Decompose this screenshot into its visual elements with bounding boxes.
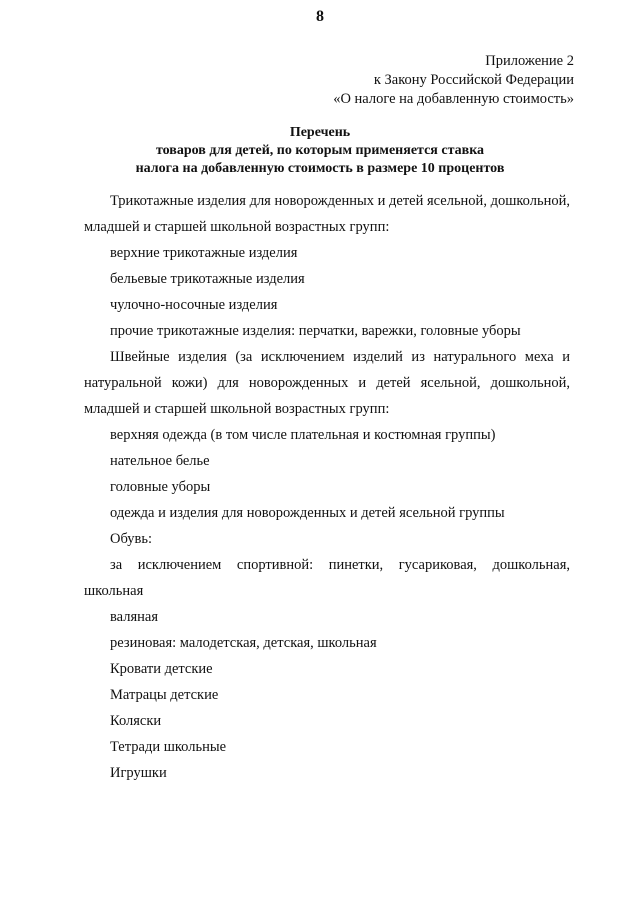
list-item: Матрацы детские [110, 687, 219, 703]
list-item: Тетради школьные [110, 739, 227, 755]
list-item: одежда и изделия для новорожденных и детей ясельной группы [110, 505, 505, 521]
list-item: бельевые трикотажные изделия [110, 271, 305, 287]
list-item: Коляски [110, 713, 162, 729]
list-item: верхние трикотажные изделия [110, 245, 298, 261]
title-line: товаров для детей, по которым применяется ставка [155, 143, 485, 158]
footwear-sport-paragraph: за исключением спортивной: пинетки, гусариковая, дошкольная, школьная [84, 557, 570, 599]
document-body [84, 188, 570, 786]
annex-line: к Закону Российской Федерации [373, 72, 574, 88]
list-item: чулочно-носочные изделия [110, 297, 278, 313]
document-title [0, 124, 640, 178]
footwear-heading: Обувь: [110, 531, 153, 547]
sewn-paragraph: Швейные изделия (за исключением изделий из натурального меха и натуральной кожи) для новорожденных и детей ясельной, дошкольной, младшей и старшей школьной возрастных групп: [84, 349, 570, 417]
list-item: верхняя одежда (в том числе плательная и костюмная группы) [110, 427, 496, 443]
title-line: Перечень [289, 125, 351, 140]
annex-line: Приложение 2 [485, 53, 574, 69]
annex-line: «О налоге на добавленную стоимость» [333, 91, 574, 107]
list-item: резиновая: малодетская, детская, школьная [110, 635, 377, 651]
title-line: налога на добавленную стоимость в размере 10 процентов [135, 161, 505, 176]
list-item: прочие трикотажные изделия: перчатки, варежки, головные уборы [110, 323, 521, 339]
knitwear-paragraph: Трикотажные изделия для новорожденных и детей ясельной, дошкольной, младшей и старшей школьной возрастных групп: [84, 193, 570, 235]
list-item: нательное белье [110, 453, 210, 469]
annex-header [333, 52, 574, 109]
list-item: Кровати детские [110, 661, 213, 677]
page-number: 8 [316, 8, 324, 25]
list-item: Игрушки [110, 765, 167, 781]
list-item: валяная [110, 609, 158, 625]
list-item: головные уборы [110, 479, 211, 495]
